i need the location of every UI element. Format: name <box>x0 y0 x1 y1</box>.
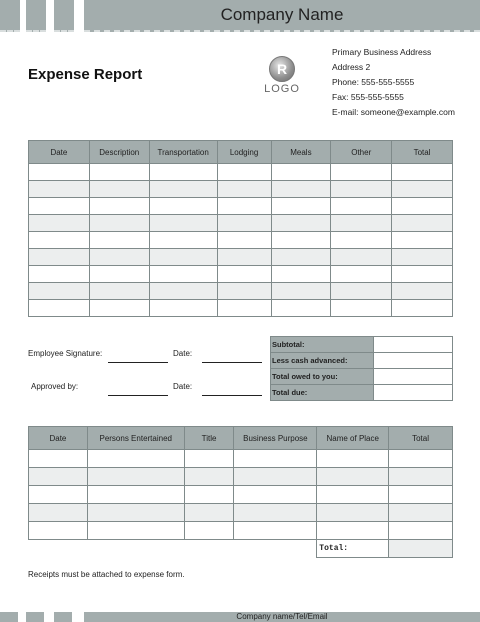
table-cell[interactable] <box>89 232 149 249</box>
phone-line: Phone: 555-555-5555 <box>332 77 415 87</box>
entertainment-table <box>28 426 453 558</box>
table-cell[interactable] <box>234 468 317 486</box>
table-cell[interactable] <box>389 450 453 468</box>
footer-bar <box>84 612 480 622</box>
table-cell[interactable] <box>217 215 271 232</box>
table-row <box>29 249 453 266</box>
address-line-2: Address 2 <box>332 62 371 72</box>
table-cell[interactable] <box>149 249 217 266</box>
footer-stripe-2 <box>26 612 44 622</box>
table-cell[interactable] <box>331 232 392 249</box>
table-cell[interactable] <box>89 215 149 232</box>
table-cell[interactable] <box>149 232 217 249</box>
col-description: Description <box>89 141 149 164</box>
table-cell[interactable] <box>392 300 453 317</box>
col-business-purpose: Business Purpose <box>234 427 317 450</box>
table-cell[interactable] <box>184 468 234 486</box>
table-row <box>29 232 453 249</box>
table-cell[interactable] <box>234 522 317 540</box>
col-total: Total <box>389 427 453 450</box>
table-cell[interactable] <box>184 504 234 522</box>
table-cell[interactable] <box>89 198 149 215</box>
table-cell[interactable] <box>389 468 453 486</box>
subtotal-label: Subtotal: <box>271 337 374 353</box>
business-address <box>332 45 455 120</box>
logo <box>262 56 302 95</box>
table-cell[interactable] <box>29 450 88 468</box>
table-cell[interactable] <box>389 522 453 540</box>
total-value[interactable] <box>389 540 453 558</box>
table-cell[interactable] <box>392 164 453 181</box>
table-cell[interactable] <box>217 198 271 215</box>
table-cell[interactable] <box>271 300 331 317</box>
receipts-note: Receipts must be attached to expense form. <box>28 570 185 579</box>
table-cell[interactable] <box>87 522 184 540</box>
table-cell[interactable] <box>234 486 317 504</box>
table-cell[interactable] <box>331 249 392 266</box>
table-cell[interactable] <box>29 486 88 504</box>
expense-header-row <box>29 141 453 164</box>
table-cell[interactable] <box>271 198 331 215</box>
col-date: Date <box>29 427 88 450</box>
header-stripe-2 <box>26 0 46 32</box>
table-row <box>29 266 453 283</box>
table-row <box>29 300 453 317</box>
employee-date-label: Date: <box>173 349 193 358</box>
table-cell[interactable] <box>331 300 392 317</box>
table-row <box>29 450 453 468</box>
table-cell[interactable] <box>149 198 217 215</box>
table-cell[interactable] <box>29 215 90 232</box>
footer-stripe-3 <box>54 612 72 622</box>
approved-date-field[interactable] <box>202 395 262 396</box>
table-cell[interactable] <box>184 486 234 504</box>
table-cell[interactable] <box>271 232 331 249</box>
total-owed-value[interactable] <box>374 369 453 385</box>
col-total: Total <box>392 141 453 164</box>
col-meals: Meals <box>271 141 331 164</box>
table-cell[interactable] <box>317 450 389 468</box>
entertainment-body <box>29 450 453 558</box>
table-cell[interactable] <box>331 283 392 300</box>
employee-signature-field[interactable] <box>108 362 168 363</box>
table-cell[interactable] <box>331 215 392 232</box>
table-cell[interactable] <box>271 283 331 300</box>
table-cell[interactable] <box>271 164 331 181</box>
table-cell[interactable] <box>87 504 184 522</box>
table-cell[interactable] <box>29 300 90 317</box>
col-transportation: Transportation <box>149 141 217 164</box>
total-row-spacer <box>29 540 317 558</box>
table-cell[interactable] <box>317 486 389 504</box>
registered-icon: R <box>269 56 295 82</box>
table-cell[interactable] <box>392 215 453 232</box>
employee-date-field[interactable] <box>202 362 262 363</box>
table-cell[interactable] <box>29 198 90 215</box>
approved-by-label: Approved by: <box>31 382 79 391</box>
table-cell[interactable] <box>317 522 389 540</box>
company-name-banner <box>84 0 480 32</box>
approved-date-label: Date: <box>173 382 193 391</box>
table-cell[interactable] <box>89 181 149 198</box>
total-due-value[interactable] <box>374 385 453 401</box>
table-row <box>29 522 453 540</box>
col-persons-entertained: Persons Entertained <box>87 427 184 450</box>
table-cell[interactable] <box>29 283 90 300</box>
table-cell[interactable] <box>29 468 88 486</box>
table-cell[interactable] <box>392 266 453 283</box>
col-date: Date <box>29 141 90 164</box>
approved-by-field[interactable] <box>108 395 168 396</box>
table-cell[interactable] <box>392 232 453 249</box>
email-line: E-mail: someone@example.com <box>332 107 455 117</box>
table-cell[interactable] <box>331 181 392 198</box>
subtotal-value[interactable] <box>374 337 453 353</box>
table-cell[interactable] <box>217 266 271 283</box>
table-cell[interactable] <box>271 249 331 266</box>
table-cell[interactable] <box>217 181 271 198</box>
table-cell[interactable] <box>271 215 331 232</box>
table-cell[interactable] <box>89 266 149 283</box>
table-row <box>29 283 453 300</box>
company-name: Company Name <box>220 5 344 24</box>
footer-stripe-1 <box>0 612 18 622</box>
table-cell[interactable] <box>234 450 317 468</box>
table-cell[interactable] <box>149 164 217 181</box>
total-row <box>29 540 453 558</box>
report-title: Expense Report <box>28 66 143 83</box>
table-cell[interactable] <box>89 300 149 317</box>
table-cell[interactable] <box>392 198 453 215</box>
table-cell[interactable] <box>29 522 88 540</box>
table-cell[interactable] <box>29 266 90 283</box>
table-cell[interactable] <box>87 486 184 504</box>
table-cell[interactable] <box>389 486 453 504</box>
table-cell[interactable] <box>317 468 389 486</box>
fax-line: Fax: 555-555-5555 <box>332 92 404 102</box>
table-cell[interactable] <box>392 283 453 300</box>
less-cash-value[interactable] <box>374 353 453 369</box>
table-cell[interactable] <box>87 450 184 468</box>
table-cell[interactable] <box>389 504 453 522</box>
table-cell[interactable] <box>89 249 149 266</box>
table-cell[interactable] <box>271 181 331 198</box>
table-cell[interactable] <box>392 181 453 198</box>
table-cell[interactable] <box>149 300 217 317</box>
table-cell[interactable] <box>331 198 392 215</box>
total-label: Total: <box>317 540 389 558</box>
table-row <box>29 198 453 215</box>
table-cell[interactable] <box>149 283 217 300</box>
table-cell[interactable] <box>149 266 217 283</box>
table-row <box>29 504 453 522</box>
expense-body <box>29 164 453 317</box>
table-cell[interactable] <box>29 504 88 522</box>
entertainment-header-row <box>29 427 453 450</box>
table-cell[interactable] <box>184 450 234 468</box>
table-cell[interactable] <box>217 164 271 181</box>
table-cell[interactable] <box>29 164 90 181</box>
table-row <box>29 468 453 486</box>
table-cell[interactable] <box>331 164 392 181</box>
table-cell[interactable] <box>89 164 149 181</box>
expense-table <box>28 140 453 317</box>
employee-signature-label: Employee Signature: <box>28 349 103 358</box>
table-cell[interactable] <box>234 504 317 522</box>
table-row <box>29 181 453 198</box>
table-cell[interactable] <box>87 468 184 486</box>
col-name-of-place: Name of Place <box>317 427 389 450</box>
table-row <box>29 164 453 181</box>
table-cell[interactable] <box>29 249 90 266</box>
table-cell[interactable] <box>217 232 271 249</box>
table-cell[interactable] <box>217 300 271 317</box>
logo-text: LOGO <box>264 83 300 95</box>
address-line-1: Primary Business Address <box>332 47 432 57</box>
table-cell[interactable] <box>331 266 392 283</box>
summary-table <box>270 336 453 401</box>
table-row <box>29 215 453 232</box>
col-lodging: Lodging <box>217 141 271 164</box>
total-due-label: Total due: <box>271 385 374 401</box>
header-stripe-3 <box>54 0 74 32</box>
table-cell[interactable] <box>317 504 389 522</box>
table-cell[interactable] <box>89 283 149 300</box>
table-cell[interactable] <box>149 181 217 198</box>
table-cell[interactable] <box>184 522 234 540</box>
table-cell[interactable] <box>271 266 331 283</box>
less-cash-label: Less cash advanced: <box>271 353 374 369</box>
table-cell[interactable] <box>392 249 453 266</box>
header-stripe-1 <box>0 0 20 32</box>
table-cell[interactable] <box>217 283 271 300</box>
footer-text: Company name/Tel/Email <box>236 612 328 621</box>
table-cell[interactable] <box>217 249 271 266</box>
total-owed-label: Total owed to you: <box>271 369 374 385</box>
table-cell[interactable] <box>29 232 90 249</box>
table-cell[interactable] <box>29 181 90 198</box>
table-row <box>29 486 453 504</box>
col-title: Title <box>184 427 234 450</box>
table-cell[interactable] <box>149 215 217 232</box>
col-other: Other <box>331 141 392 164</box>
